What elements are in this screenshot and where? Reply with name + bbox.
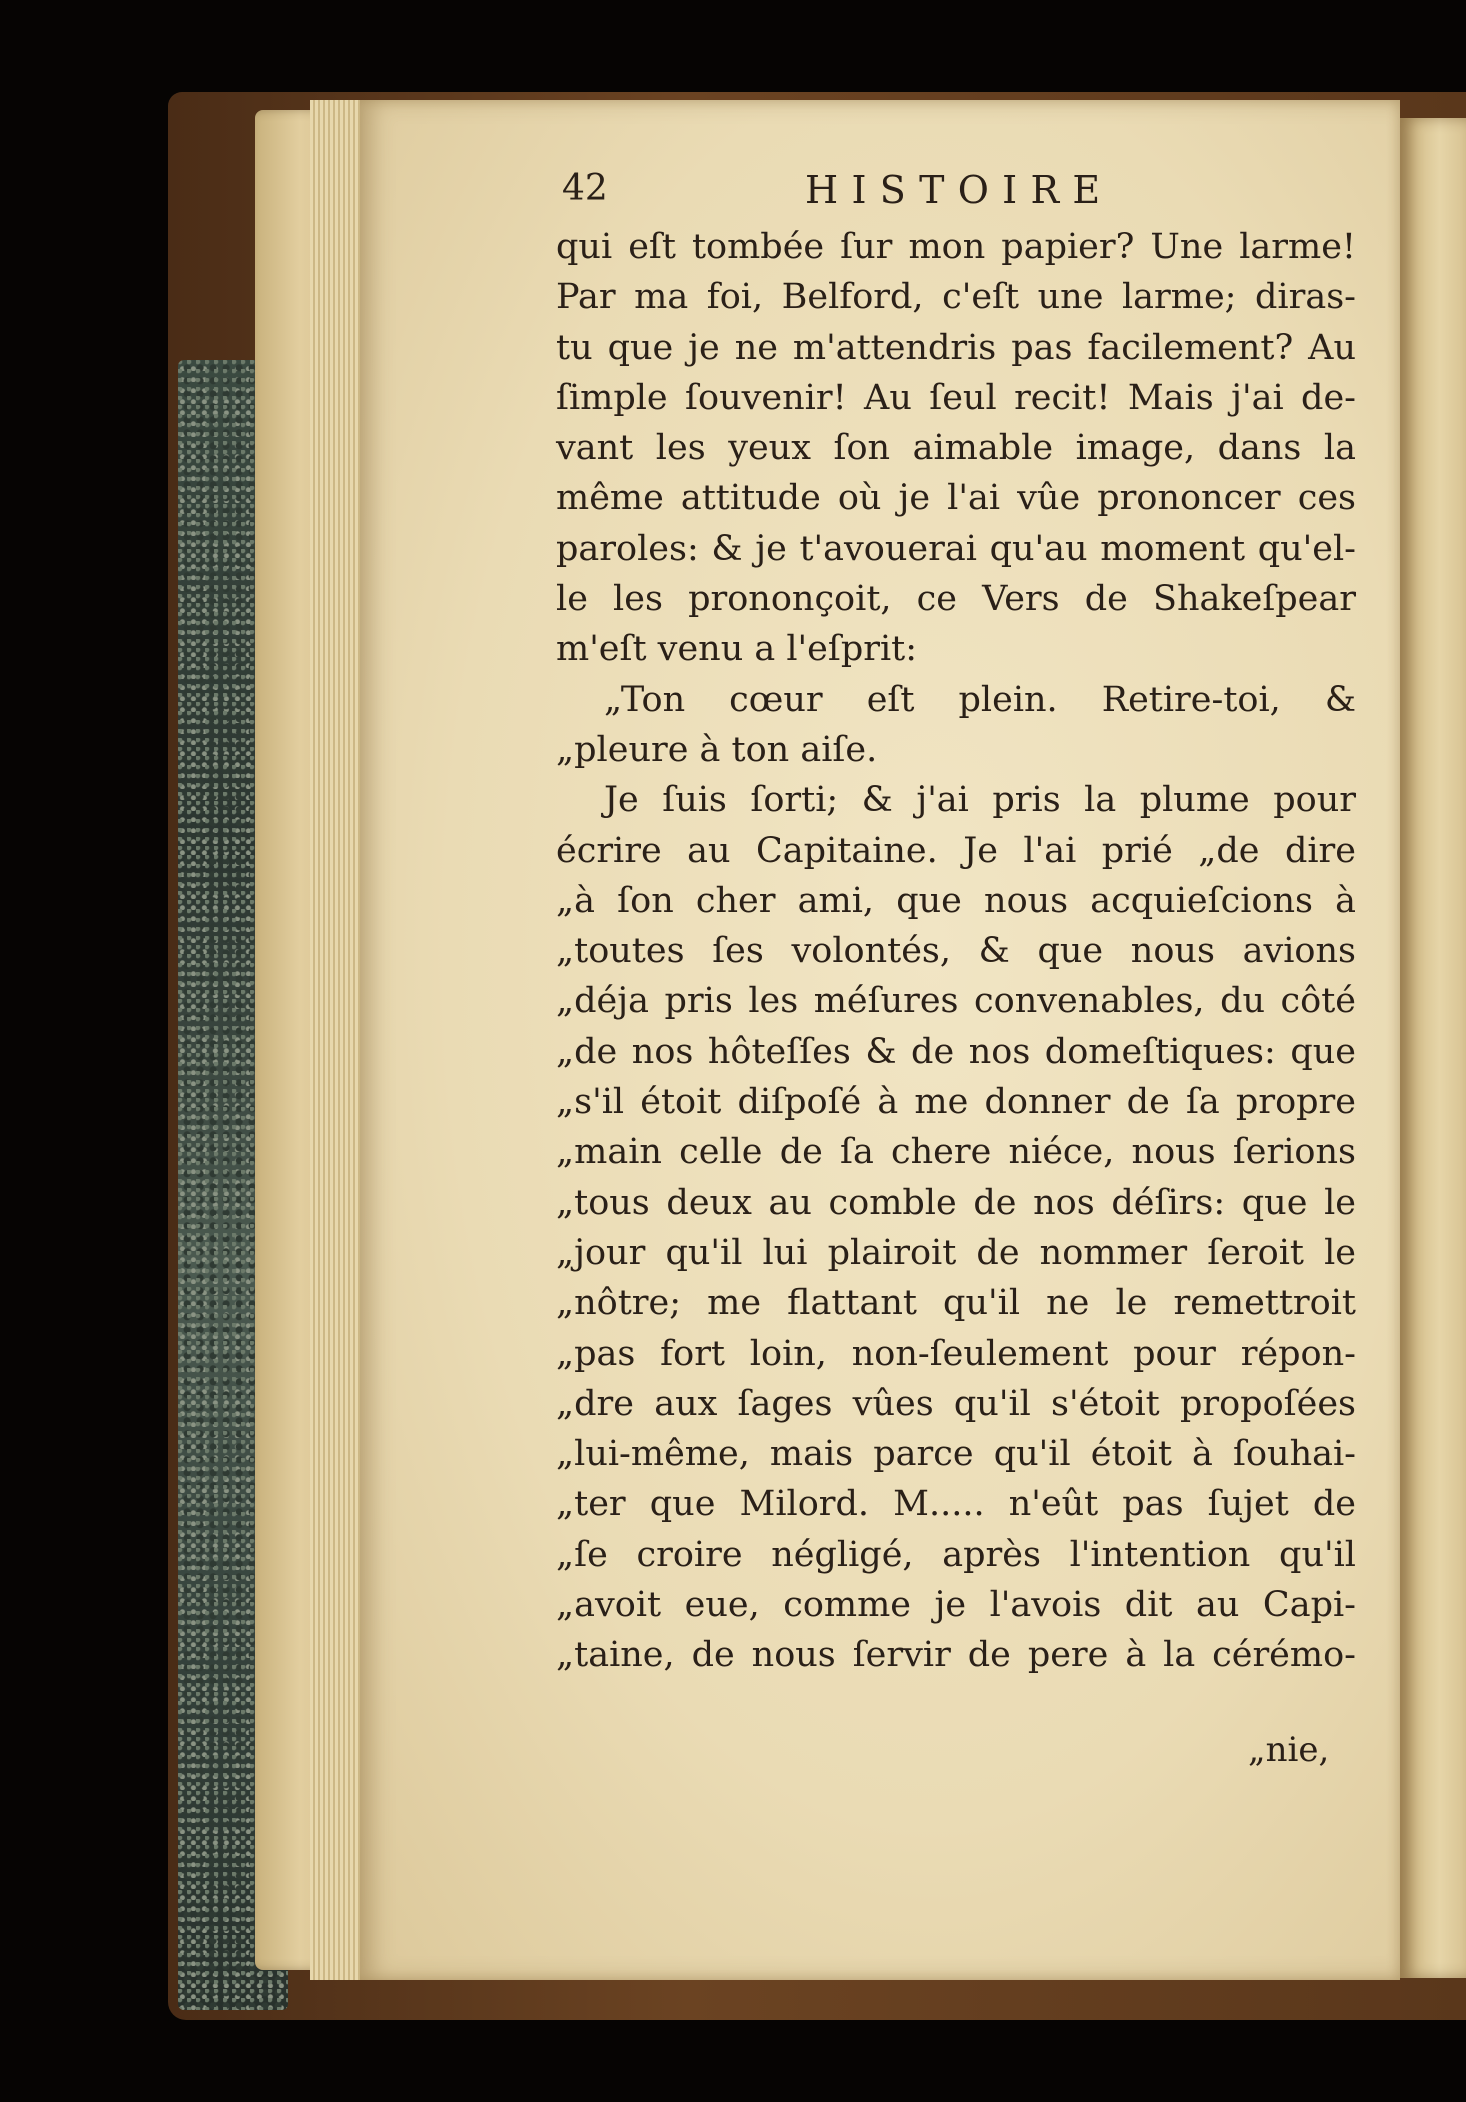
text-line: m'eſt venu a l'eſprit: bbox=[556, 629, 918, 670]
text-line: tu que je ne m'attendris pas facilement? Au bbox=[556, 327, 1356, 368]
quote-line: „lui-même, mais parce qu'il étoit à ſouhai- bbox=[556, 1434, 1356, 1475]
text-line: même attitude où je l'ai vûe prononcer ces bbox=[556, 478, 1356, 519]
quote-line: „main celle de ſa chere niéce, nous ſerions bbox=[556, 1132, 1356, 1173]
quote-line: „pas fort loin, non-ſeulement pour répon- bbox=[556, 1333, 1356, 1374]
text-line: qui eſt tombée ſur mon papier? Une larme! bbox=[556, 227, 1356, 267]
quote-line: „de nos hôteſſes & de nos domeſtiques: que bbox=[556, 1031, 1356, 1072]
quote-line: „Ton cœur eſt plein. Retire-toi, & bbox=[604, 679, 1356, 720]
text-line: écrire au Capitaine. Je l'ai prié „de dire bbox=[556, 830, 1356, 871]
body-text bbox=[556, 222, 1356, 1681]
quote-line: „taine, de nous ſervir de pere à la cérémo- bbox=[556, 1635, 1356, 1676]
quote-line: „ter que Milord. M..... n'eût pas ſujet de bbox=[556, 1484, 1356, 1525]
text-line: vant les yeux ſon aimable image, dans la bbox=[556, 428, 1356, 469]
running-head: HISTOIRE bbox=[805, 168, 1114, 212]
quote-line: „tous deux au comble de nos déſirs: que le bbox=[556, 1182, 1356, 1223]
page-number: 42 bbox=[562, 168, 608, 209]
text-line: Je ſuis ſorti; & j'ai pris la plume pour bbox=[604, 780, 1356, 821]
quote-line: „toutes ſes volontés, & que nous avions bbox=[556, 931, 1356, 972]
text-line: paroles: & je t'avouerai qu'au moment qu'el- bbox=[556, 528, 1356, 569]
quote-line: „pleure à ton aiſe. bbox=[556, 729, 878, 770]
quote-line: „ſe croire négligé, après l'intention qu'il bbox=[556, 1534, 1356, 1575]
quote-line: „nôtre; me flattant qu'il ne le remettroit bbox=[556, 1283, 1356, 1324]
quote-line: „déja pris les méſures convenables, du côté bbox=[556, 981, 1356, 1022]
catchword: „nie, bbox=[1248, 1730, 1330, 1770]
quote-line: „avoit eue, comme je l'avois dit au Capi- bbox=[556, 1585, 1356, 1626]
text-line: ſimple ſouvenir! Au ſeul recit! Mais j'ai de- bbox=[556, 377, 1356, 418]
quote-line: „jour qu'il lui plairoit de nommer ſeroit le bbox=[556, 1232, 1356, 1273]
text-line: Par ma foi, Belford, c'eſt une larme; diras- bbox=[556, 277, 1356, 318]
text-line: le les prononçoit, ce Vers de Shakeſpear bbox=[556, 579, 1356, 620]
quote-line: „dre aux ſages vûes qu'il s'étoit propoſées bbox=[556, 1383, 1356, 1424]
quote-line: „s'il étoit diſpoſé à me donner de ſa propre bbox=[556, 1082, 1356, 1123]
quote-line: „à ſon cher ami, que nous acquieſcions à bbox=[556, 880, 1356, 921]
